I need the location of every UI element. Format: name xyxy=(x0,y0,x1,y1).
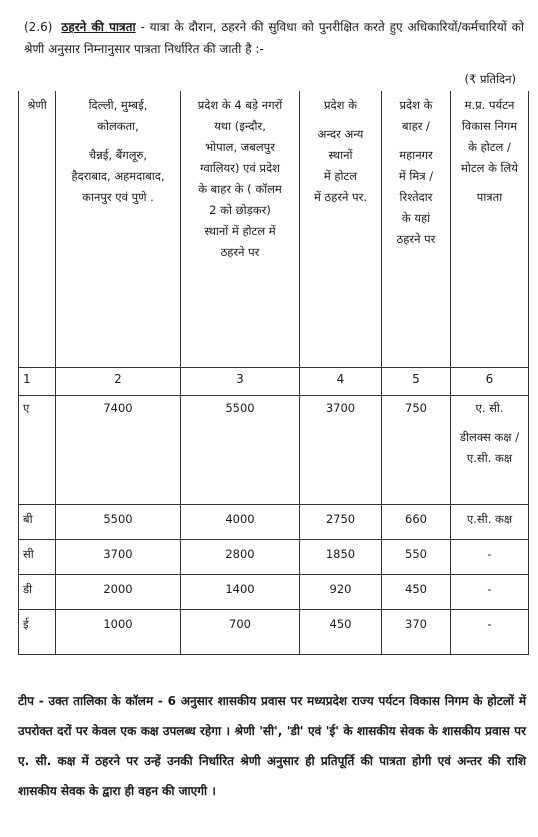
rate-cell: 7400 xyxy=(56,396,181,505)
table-row xyxy=(19,575,529,610)
rate-cell: 750 xyxy=(382,396,451,505)
eligibility-table xyxy=(18,91,529,655)
header-cell: म.प्र. पर्यटन विकास निगम के होटल / मोटल के लिये पात्रता xyxy=(451,91,529,368)
column-number-row xyxy=(19,368,529,396)
rate-cell: 3700 xyxy=(300,396,382,505)
category-cell: डी xyxy=(19,575,56,610)
rate-cell: 3700 xyxy=(56,540,181,575)
intro-text: - यात्रा के दौरान, ठहरने की सुविधा को पुनरीक्षित करते हुए अधिकारियों/कर्मचारियों को श्रेणी अनुसार निम्नानुसार पात्रता निर्धारित की जाती है :- xyxy=(24,20,524,56)
eligibility-cell: ए. सी. डीलक्स कक्ष / ए.सी. कक्ष xyxy=(451,396,529,505)
table-row xyxy=(19,610,529,655)
column-number: 4 xyxy=(300,368,382,396)
column-number: 5 xyxy=(382,368,451,396)
rate-cell: 450 xyxy=(300,610,382,655)
rate-cell: 5500 xyxy=(181,396,300,505)
header-cell: प्रदेश के बाहर / महानगर में मित्र / रिश्तेदार के यहां ठहरने पर xyxy=(382,91,451,368)
rate-cell: 550 xyxy=(382,540,451,575)
rate-cell: 660 xyxy=(382,505,451,540)
column-number: 3 xyxy=(181,368,300,396)
rate-cell: 370 xyxy=(382,610,451,655)
eligibility-cell: - xyxy=(451,575,529,610)
header-cell: दिल्ली, मुम्बई, कोलकता, चैन्नई, बैंगलूरु, हैदराबाद, अहमदाबाद, कानपुर एवं पुणे . xyxy=(56,91,181,368)
section-number: (2.6) xyxy=(24,20,53,34)
header-row xyxy=(19,91,529,368)
unit-note: (₹ प्रतिदिन) xyxy=(464,72,516,86)
category-cell: सी xyxy=(19,540,56,575)
rate-cell: 1000 xyxy=(56,610,181,655)
section-heading: ठहरने की पात्रता xyxy=(61,20,136,34)
table-row xyxy=(19,540,529,575)
intro-paragraph xyxy=(24,16,524,60)
eligibility-cell: - xyxy=(451,540,529,575)
rate-cell: 920 xyxy=(300,575,382,610)
category-cell: ई xyxy=(19,610,56,655)
rate-cell: 700 xyxy=(181,610,300,655)
eligibility-cell: ए.सी. कक्ष xyxy=(451,505,529,540)
footnote: टीप - उक्त तालिका के कॉलम - 6 अनुसार शासकीय प्रवास पर मध्यप्रदेश राज्य पर्यटन विकास निगम के होटलों में उपरोक्त दरों पर केवल एक कक्ष उपलब्ध रहेगा । श्रेणी 'सी', 'डी' एवं 'ई' के शासकीय सेवक के शासकीय प्रवास पर ए. सी. कक्ष में ठहरने पर उन्हें उनकी निर्धारित श्रेणी अनुसार ही प्रतिपूर्ति की पात्रता होगी एवं अन्तर की राशि शासकीय सेवक के द्वारा ही वहन की जाएगी । xyxy=(18,694,526,798)
rate-cell: 1850 xyxy=(300,540,382,575)
table-row xyxy=(19,396,529,505)
eligibility-cell: - xyxy=(451,610,529,655)
rate-cell: 1400 xyxy=(181,575,300,610)
rate-cell: 2800 xyxy=(181,540,300,575)
rate-cell: 2000 xyxy=(56,575,181,610)
rate-cell: 5500 xyxy=(56,505,181,540)
category-cell: ए xyxy=(19,396,56,505)
category-cell: बी xyxy=(19,505,56,540)
rate-cell: 2750 xyxy=(300,505,382,540)
rate-cell: 4000 xyxy=(181,505,300,540)
header-cell: प्रदेश के 4 बड़े नगरों यथा (इन्दौर, भोपाल, जबलपुर ग्वालियर) एवं प्रदेश के बाहर के ( कॉलम 2 को छोड़कर) स्थानों में होटल में ठहरने पर xyxy=(181,91,300,368)
header-cell: प्रदेश के अन्दर अन्य स्थानों में होटल में ठहरने पर. xyxy=(300,91,382,368)
column-number: 1 xyxy=(19,368,56,396)
column-number: 2 xyxy=(56,368,181,396)
header-cell: श्रेणी xyxy=(19,91,56,368)
column-number: 6 xyxy=(451,368,529,396)
rate-cell: 450 xyxy=(382,575,451,610)
table-row xyxy=(19,505,529,540)
